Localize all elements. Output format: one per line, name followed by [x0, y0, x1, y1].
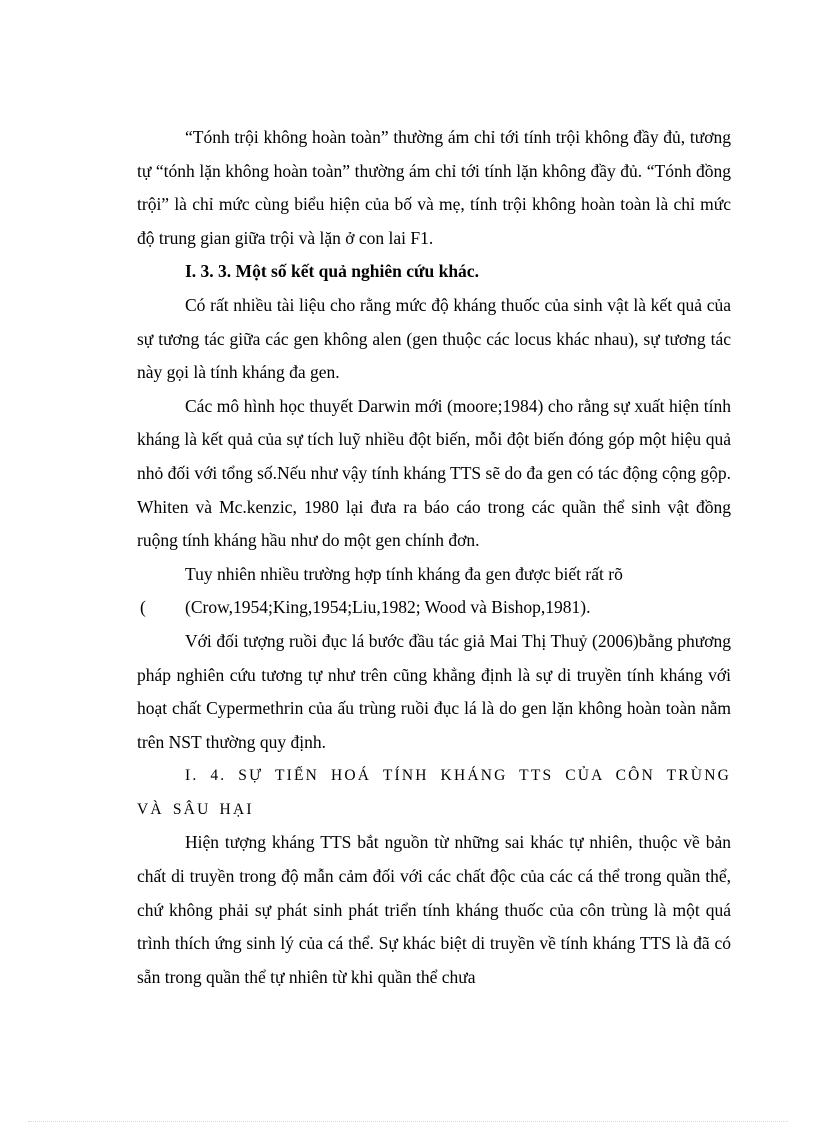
paragraph-dominance: “Tónh trội không hoàn toàn” thường ám chỉ tới tính trội không đầy đủ, tương tự “tónh lặn không hoàn toàn” thường ám chỉ tới tính lặn không đầy đủ. “Tónh đồng trội” là chỉ mức cùng biểu hiện của bố và mẹ, tính trội không hoàn toàn là chỉ mức độ trung gian giữa trội và lặn ở con lai F1.: [137, 127, 731, 248]
citation-paren: (: [140, 597, 146, 618]
section-heading-1-4: I. 4. SỰ TIẾN HOÁ TÍNH KHÁNG TTS CỦA CÔN TRÙNG VÀ SÂU HẠI: [137, 767, 731, 818]
citation-text: (Crow,1954;King,1954;Liu,1982; Wood và Bishop,1981).: [185, 597, 591, 618]
paragraph-leafminer: Với đối tượng ruồi đục lá bước đầu tác giả Mai Thị Thuỷ (2006)bằng phương pháp nghiên cứu tương tự như trên cũng khẳng định là sự di truyền tính kháng với hoạt chất Cypermethrin của ấu trùng ruồi đục lá là do gen lặn không hoàn toàn nằm trên NST thường quy định.: [137, 630, 731, 752]
paragraph-darwin-models: Các mô hình học thuyết Darwin mới (moore;1984) cho rằng sự xuất hiện tính kháng là kết quả của sự tích luỹ nhiều đột biến, mỗi đột biến đóng góp một hiệu quả nhỏ đối với tổng số.Nếu như vậy tính kháng TTS sẽ do đa gen có tác động cộng gộp. Whiten và Mc.kenzic, 1980 lại đưa ra báo cáo trong các quần thể sinh vật đồng ruộng tính kháng hầu như do một gen chính đơn.: [137, 395, 731, 551]
paragraph-polygenic: Có rất nhiều tài liệu cho rằng mức độ kháng thuốc của sinh vật là kết quả của sự tương tác giữa các gen không alen (gen thuộc các locus khác nhau), sự tương tác này gọi là tính kháng đa gen.: [137, 294, 731, 383]
paragraph-resistance-origin: Hiện tượng kháng TTS bắt nguồn từ những sai khác tự nhiên, thuộc về bản chất di truyền trong độ mẫn cảm đối với các chất độc của các cá thể trong quần thể, chứ không phải sự phát sinh phát triển tính kháng thuốc của côn trùng là một quá trình thích ứng sinh lý của cá thể. Sự khác biệt di truyền về tính kháng TTS là đã có sẵn trong quần thể tự nhiên từ khi quần thể chưa: [137, 832, 731, 987]
paragraph-polygenic-cases: Tuy nhiên nhiều trường hợp tính kháng đa gen được biết rất rõ: [185, 563, 623, 584]
citation-line: [137, 591, 731, 625]
page-bottom-rule: [28, 1121, 788, 1122]
document-body: [137, 121, 731, 994]
section-heading-1-3-3: I. 3. 3. Một số kết quả nghiên cứu khác.: [185, 261, 479, 282]
